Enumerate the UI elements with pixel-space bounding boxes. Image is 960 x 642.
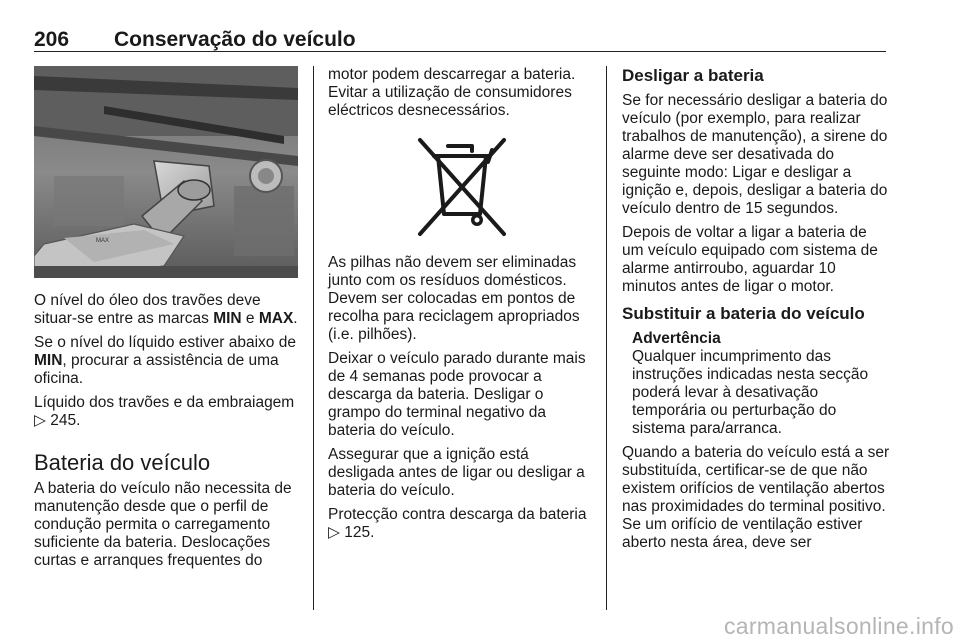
page-number: 206 xyxy=(34,28,70,51)
column-divider-2 xyxy=(606,66,607,610)
engine-bay-illustration xyxy=(34,66,298,278)
fluid-reference-paragraph: Líquido dos travões e da embraiagem ▷ 245. xyxy=(34,394,295,429)
replace-battery-heading: Substituir a bateria do veículo xyxy=(622,304,865,323)
column-divider-1 xyxy=(313,66,314,610)
page-reference-link[interactable]: 245. xyxy=(50,412,81,429)
disconnect-battery-heading: Desligar a bateria xyxy=(622,66,764,85)
header-divider xyxy=(34,51,886,52)
brake-fluid-reservoir-photo xyxy=(34,66,298,278)
parked-vehicle-paragraph: Deixar o veículo parado durante mais de 4 semanas pode provocar a descarga da bateria. Desligar o grampo do terminal negativo da bateria do veículo. xyxy=(328,350,586,439)
column-1 xyxy=(34,292,300,576)
reconnect-battery-paragraph: Depois de voltar a ligar a bateria de um veículo equipado com sistema de alarme antirroubo, aguardar 10 minutos antes de ligar o motor. xyxy=(622,224,878,295)
watermark: carmanualsonline.info xyxy=(723,613,954,639)
brake-fluid-level-paragraph: O nível do óleo dos travões deve situar-se entre as marcas MIN e MAX. xyxy=(34,292,298,327)
warning-title: Advertência xyxy=(632,330,721,347)
arrow-reference-icon: ▷ xyxy=(34,412,51,429)
ignition-off-paragraph: Assegurar que a ignição está desligada antes de ligar ou desligar a bateria do veículo. xyxy=(328,446,585,499)
replacement-paragraph: Quando a bateria do veículo está a ser substituída, certificar-se de que não existem orifícios de ventilação abertos nas proximidades do terminal positivo. Se um orifício de ventilação estiver aberto nesta área, deve ser xyxy=(622,444,890,551)
column-2 xyxy=(328,66,594,548)
disconnect-battery-paragraph: Se for necessário desligar a bateria do veículo (por exemplo, para realizar trabalhos de manutenção), a sirene do alarme deve ser desativada do seguinte modo: Ligar e desligar a ignição e, depois, desligar a bateria do veículo dentro de 15 segundos. xyxy=(622,92,888,217)
discharge-protection-paragraph: Protecção contra descarga da bateria ▷ 125. xyxy=(328,506,587,541)
discharge-paragraph: motor podem descarregar a bateria. Evitar a utilização de consumidores eléctricos desnecessários. xyxy=(328,66,576,119)
max-label: MAX xyxy=(96,238,110,244)
low-level-paragraph: Se o nível do líquido estiver abaixo de MIN, procurar a assistência de uma oficina. xyxy=(34,334,296,387)
section-title: Bateria do veículo xyxy=(34,450,211,475)
arrow-reference-icon: ▷ xyxy=(328,524,345,541)
warning-text: Qualquer incumprimento das instruções indicadas nesta secção poderá levar à desativação temporária ou perturbação do sistema para/arranca. xyxy=(632,348,869,437)
chapter-title: Conservação do veículo xyxy=(114,28,356,51)
crossed-out-wheelie-bin-icon xyxy=(410,132,514,240)
warning-box xyxy=(632,330,890,438)
battery-disposal-paragraph: As pilhas não devem ser eliminadas junto com os resíduos domésticos. Devem ser colocadas em pontos de recolha para reciclagem apropriados (i.e. pilhões). xyxy=(328,254,580,343)
column-3 xyxy=(622,66,890,558)
page-reference-link[interactable]: 125. xyxy=(344,524,375,541)
battery-maintenance-paragraph: A bateria do veículo não necessita de manutenção desde que o perfil de condução permita o carregamento suficiente da bateria. Deslocações curtas e arranques frequentes do xyxy=(34,480,292,569)
